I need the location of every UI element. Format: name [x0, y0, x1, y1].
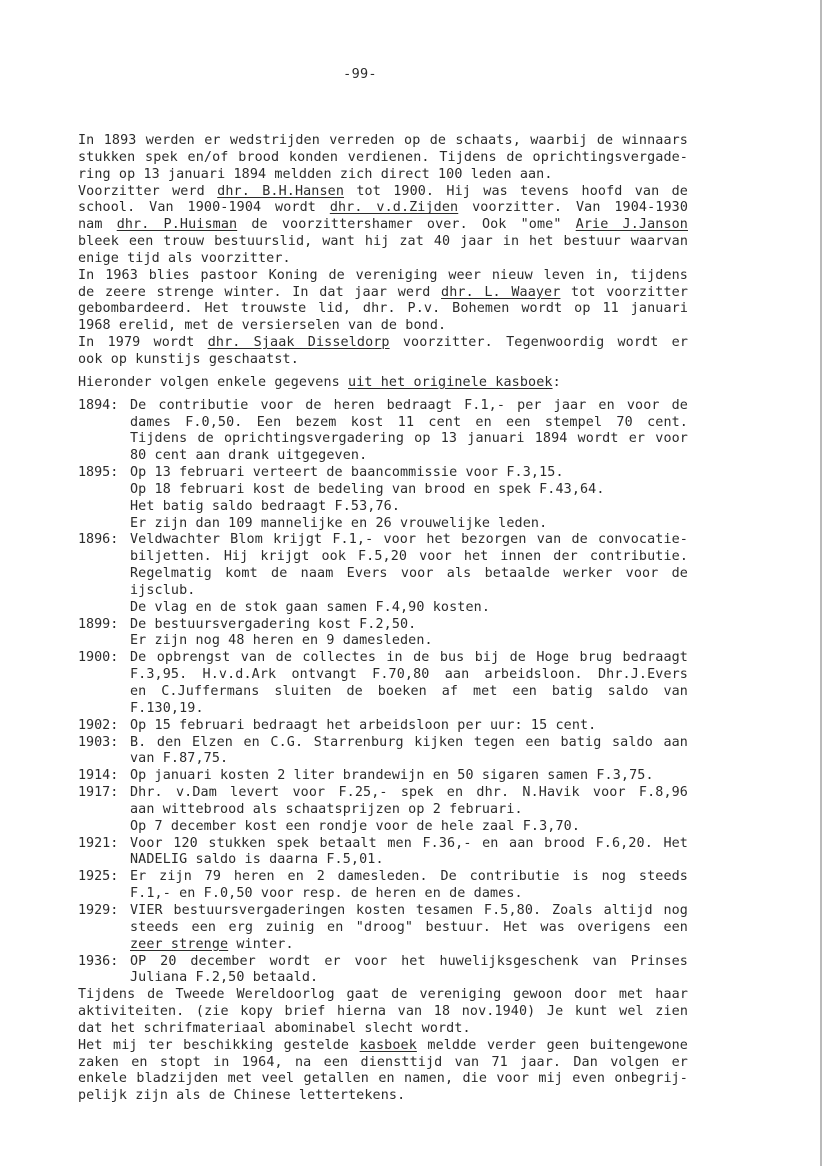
entry-line: De bestuursvergadering kost F.2,50.	[130, 616, 417, 632]
entry-line: Veldwachter Blom krijgt F.1,- voor het bezorgen van de convocatie-	[130, 532, 688, 548]
entry-1936	[78, 954, 688, 988]
underlined-word: kasboek	[359, 1037, 417, 1053]
entry-year: 1903:	[78, 734, 119, 750]
entry-line: VIER bestuursvergaderingen kosten tesamen F.5,80. Zoals altijd nog	[130, 902, 688, 918]
text-line: ook op kunstijs geschaatst.	[78, 351, 299, 367]
entry-line: 80 cent aan drank uitgegeven.	[130, 448, 368, 464]
entry-line: Dhr. v.Dam levert voor F.25,- spek en dhr. N.Havik voor F.8,96	[130, 785, 688, 801]
document-body	[78, 133, 688, 1105]
entry-line: Op 13 februari verteert de baancommissie voor F.3,15.	[130, 465, 564, 481]
entry-1894	[78, 398, 688, 465]
entry-line: biljetten. Hij krijgt ook F.5,20 voor het innen der contributie.	[130, 549, 688, 565]
text-line: dat het schrifmateriaal abominabel slecht wordt.	[78, 1020, 471, 1036]
text-line: bleek een trouw bestuurslid, want hij zat 40 jaar in het bestuur waarvan	[78, 234, 688, 250]
kasboek-entries	[78, 398, 688, 988]
entry-1921	[78, 836, 688, 870]
entry-1929	[78, 903, 688, 954]
entry-line: Op 15 februari bedraagt het arbeidsloon per uur: 15 cent.	[130, 717, 597, 733]
text-line: gebombardeerd. Het trouwste lid, dhr. P.v. Bohemen wordt op 11 januari	[78, 301, 688, 317]
text-line: Tijdens de Tweede Wereldoorlog gaat de vereniging gewoon door met haar	[78, 987, 688, 1003]
entry-line: Er zijn dan 109 mannelijke en 26 vrouwelijke leden.	[130, 515, 548, 531]
entry-line: zeer strenge winter.	[130, 936, 294, 952]
entry-year: 1925:	[78, 869, 119, 885]
entry-line: ijsclub.	[130, 582, 196, 598]
text-line: pelijk zijn als de Chinese lettertekens.	[78, 1088, 406, 1104]
entry-year: 1929:	[78, 902, 119, 918]
text-line: In 1963 blies pastoor Koning de vereniging weer nieuw leven in, tijdens	[78, 267, 688, 283]
entry-line: NADELIG saldo is daarna F.5,01.	[130, 852, 384, 868]
entry-line: Er zijn 79 heren en 2 damesleden. De contributie is nog steeds	[130, 869, 688, 885]
text-line: enkele bladzijden met veel getallen en namen, die voor mij even onbegrij-	[78, 1071, 688, 1087]
entry-1903	[78, 735, 688, 769]
underlined-name: dhr. P.Huisman	[116, 217, 238, 233]
paragraph-closing	[78, 1038, 688, 1105]
text-line: Voorzitter werd dhr. B.H.Hansen tot 1900. Hij was tevens hoofd van de	[78, 183, 688, 199]
underlined-name: dhr. Sjaak Disseldorp	[207, 335, 390, 351]
entry-1914	[78, 768, 688, 785]
underlined-name: Arie J.Janson	[575, 217, 688, 233]
entry-1925	[78, 869, 688, 903]
entry-year: 1899:	[78, 616, 119, 632]
entry-line: De opbrengst van de collectes in de bus bij de Hoge brug bedraagt	[130, 650, 688, 666]
entry-line: B. den Elzen en C.G. Starrenburg kijken tegen een batig saldo aan	[130, 734, 688, 750]
entry-year: 1921:	[78, 835, 119, 851]
page-edge	[820, 0, 822, 1166]
entry-line: steeds een erg zuinig en "droog" bestuur. Het was overigens een	[130, 919, 688, 935]
entry-year: 1896:	[78, 532, 119, 548]
text-line: nam dhr. P.Huisman de voorzittershamer over. Ook "ome" Arie J.Janson	[78, 217, 688, 233]
entry-year: 1914:	[78, 768, 119, 784]
entry-1896	[78, 532, 688, 616]
underlined-name: dhr. L. Waayer	[441, 284, 561, 300]
entry-line: en C.Juffermans sluiten de boeken af met een batig saldo van	[130, 684, 688, 699]
text-line: In 1979 wordt dhr. Sjaak Disseldorp voorzitter. Tegenwoordig wordt er	[78, 335, 689, 351]
entry-year: 1894:	[78, 397, 119, 413]
entry-line: Op 18 februari kost de bedeling van brood en spek F.43,64.	[130, 481, 605, 497]
entry-line: van F.87,75.	[130, 751, 229, 767]
entry-line: Regelmatig komt de naam Evers voor als betaalde werker voor de	[130, 566, 688, 582]
entry-line: F.130,19.	[130, 700, 204, 716]
entry-year: 1900:	[78, 650, 119, 666]
text-line: de zeere strenge winter. In dat jaar werd dhr. L. Waayer tot voorzitter	[78, 284, 689, 300]
entry-line: Juliana F.2,50 betaald.	[130, 970, 319, 986]
entry-line: Op januari kosten 2 liter brandewijn en 50 sigaren samen F.3,75.	[130, 768, 654, 784]
text-line: zaken en stopt in 1964, na een diensttijd van 71 jaar. Dan volgen er	[78, 1054, 688, 1070]
entry-1895	[78, 465, 688, 532]
entry-1900	[78, 650, 688, 717]
underlined-name: dhr. v.d.Zijden	[329, 200, 459, 216]
underlined-phrase: zeer strenge	[130, 936, 229, 952]
entry-line: Tijdens de oprichtingsvergadering op 13 januari 1894 wordt er voor	[130, 431, 688, 447]
text-line: school. Van 1900-1904 wordt dhr. v.d.Zijden voorzitter. Van 1904-1930	[78, 200, 689, 216]
entry-year: 1917:	[78, 785, 119, 801]
paragraph-1963	[78, 268, 688, 335]
kasboek-heading: Hieronder volgen enkele gegevens uit het originele kasboek:	[78, 374, 561, 390]
entry-1899	[78, 617, 688, 651]
entry-year: 1936:	[78, 953, 119, 969]
text-line: ring op 13 januari 1894 meldden zich direct 100 leden aan.	[78, 166, 553, 182]
underlined-name: dhr. B.H.Hansen	[217, 183, 345, 199]
entry-1917	[78, 785, 688, 836]
entry-line: De contributie voor de heren bedraagt F.1,- per jaar en voor de	[130, 397, 688, 413]
text-line: enige tijd als voorzitter.	[78, 250, 291, 266]
entry-year: 1895:	[78, 465, 119, 481]
text-line: Het mij ter beschikking gestelde kasboek meldde verder geen buitengewone	[78, 1037, 688, 1053]
page-number: -99-	[343, 66, 377, 82]
paragraph-chairmen	[78, 184, 688, 268]
paragraph-1979	[78, 335, 688, 369]
paragraph-wartime	[78, 987, 688, 1038]
entry-line: F.1,- en F.0,50 voor resp. de heren en de dames.	[130, 886, 523, 902]
text-line: stukken spek en/of brood konden verdienen. Tijdens de oprichtingsvergade-	[78, 149, 688, 165]
text-line: aktiviteiten. (zie kopy brief hierna van 18 nov.1940) Je kunt wel zien	[78, 1004, 688, 1020]
entry-line: OP 20 december wordt er voor het huwelijksgeschenk van Prinses	[130, 953, 688, 969]
entry-1902	[78, 718, 688, 735]
entry-line: Het batig saldo bedraagt F.53,76.	[130, 498, 401, 514]
text-line: In 1893 werden er wedstrijden verreden op de schaats, waarbij de winnaars	[78, 133, 688, 148]
entry-line: aan wittebrood als schaatsprijzen op 2 februari.	[130, 801, 523, 817]
underlined-heading: uit het originele kasboek	[348, 374, 553, 390]
entry-line: dames F.0,50. Een bezem kost 11 cent en een stempel 70 cent.	[130, 414, 688, 430]
text-line: 1968 erelid, met de versierselen van de bond.	[78, 318, 447, 334]
entry-line: Er zijn nog 48 heren en 9 damesleden.	[130, 633, 433, 649]
entry-line: F.3,95. H.v.d.Ark ontvangt F.70,80 aan arbeidsloon. Dhr.J.Evers	[130, 667, 688, 683]
entry-line: De vlag en de stok gaan samen F.4,90 kosten.	[130, 599, 491, 615]
entry-year: 1902:	[78, 717, 119, 733]
paragraph-founding	[78, 133, 688, 184]
entry-line: Voor 120 stukken spek betaalt men F.36,- en aan brood F.6,20. Het	[130, 835, 688, 851]
entry-line: Op 7 december kost een rondje voor de hele zaal F.3,70.	[130, 818, 581, 834]
